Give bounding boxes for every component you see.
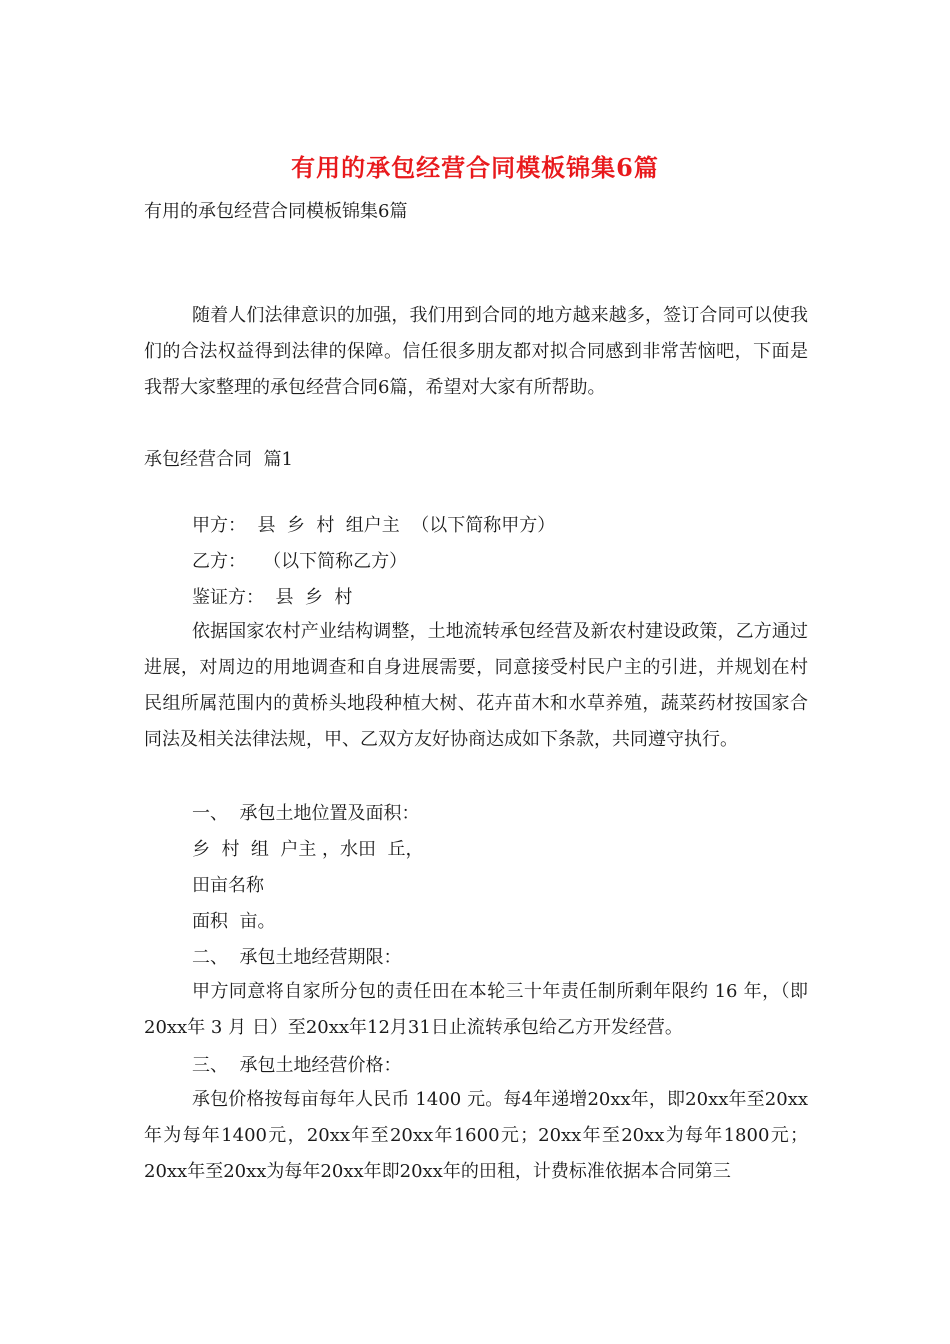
party-b-line: 乙方： （以下简称乙方） <box>192 551 408 572</box>
clause-1-area: 面积 亩。 <box>192 911 276 932</box>
section-heading: 承包经营合同 篇1 <box>144 449 293 470</box>
clause-2-text: 甲方同意将自家所分包的责任田在本轮三十年责任制所剩年限约 16 年，（即 20xx年 3 月 日）至20xx年12月31日止流转承包给乙方开发经营。 <box>144 981 808 1038</box>
clause-1-field-name: 田亩名称 <box>192 875 264 896</box>
clause-1-location: 乡 村 组 户主 ，水田 丘， <box>192 839 424 860</box>
basis-paragraph: 依据国家农村产业结构调整，土地流转承包经营及新农村建设政策，乙方通过进展，对周边的用地调查和自身进展需要，同意接受村民户主的引进，并规划在村民组所属范围内的黄桥头地段种植大树、花卉苗木和水草养殖，蔬菜药材按国家合同法及相关法律法规，甲、乙双方友好协商达成如下条款，共同遵守执行。 <box>144 621 808 750</box>
clause-3-text: 承包价格按每亩每年人民币 1400 元。每4年递增20xx年，即20xx年至20xx年为每年1400元，20xx年至20xx年1600元；20xx年至20xx为每年1800元；20xx年至20xx为每年20xx年即20xx年的田租，计费标准依据本合同第三 <box>144 1089 808 1182</box>
clause-3-title: 三、 承包土地经营价格： <box>192 1055 402 1076</box>
witness-line: 鉴证方： 县 乡 村 <box>192 587 353 608</box>
party-a-line: 甲方： 县 乡 村 组户主 （以下简称甲方） <box>192 515 556 536</box>
clause-2-title: 二、 承包土地经营期限： <box>192 947 402 968</box>
intro-paragraph: 随着人们法律意识的加强，我们用到合同的地方越来越多，签订合同可以使我们的合法权益得到法律的保障。信任很多朋友都对拟合同感到非常苦恼吧，下面是我帮大家整理的承包经营合同6篇，希望对大家有所帮助。 <box>144 305 808 398</box>
clause-1-title: 一、 承包土地位置及面积： <box>192 803 420 824</box>
document-title: 有用的承包经营合同模板锦集6篇 <box>291 153 659 182</box>
document-subtitle: 有用的承包经营合同模板锦集6篇 <box>144 201 408 222</box>
